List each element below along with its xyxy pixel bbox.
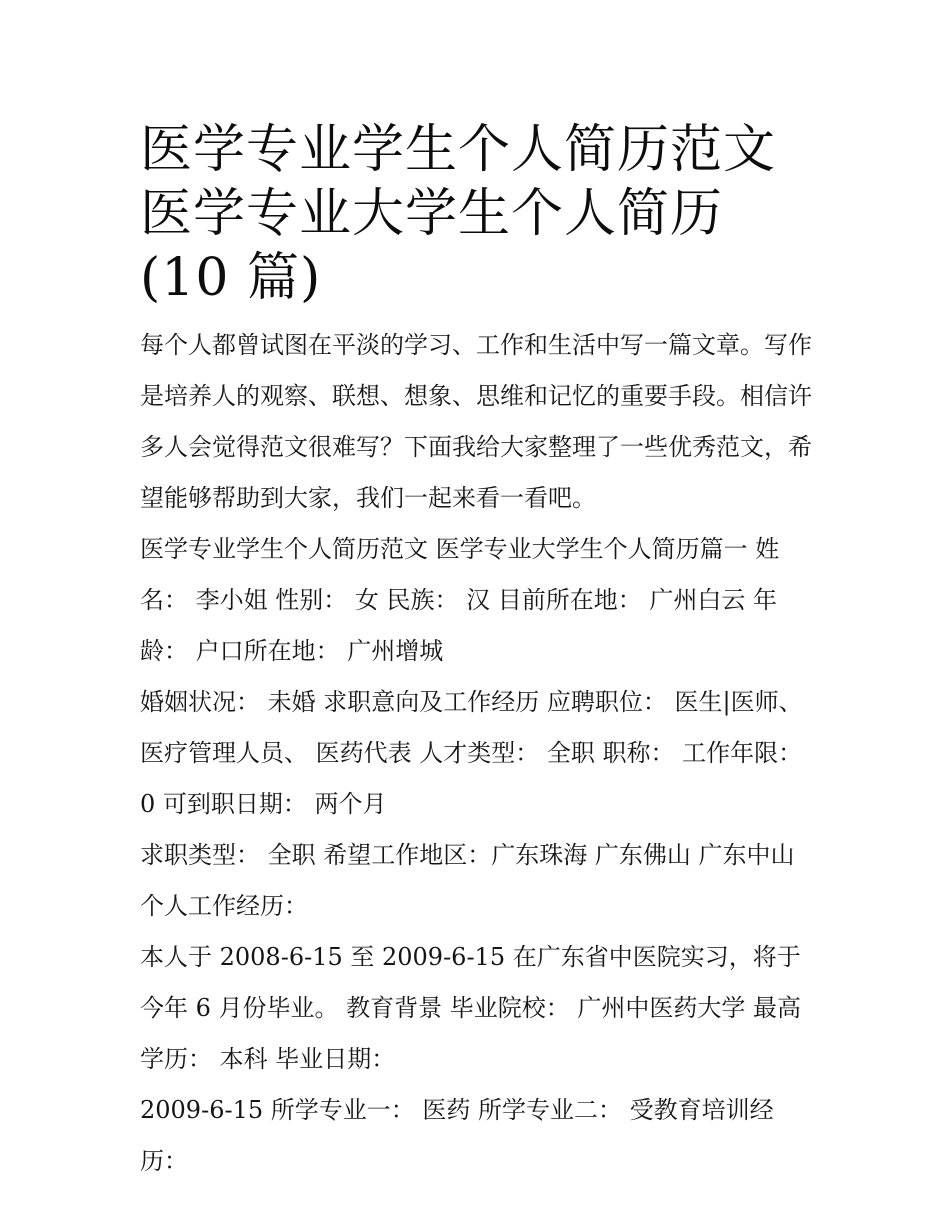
personal-info-paragraph: 医学专业学生个人简历范文 医学专业大学生个人简历篇一 姓名： 李小姐 性别： 女 民族： 汉 目前所在地： 广州白云 年龄： 户口所在地： 广州增城 [140,535,780,665]
job-type-paragraph: 求职类型： 全职 希望工作地区：广东珠海 广东佛山 广东中山 个人工作经历： [140,841,795,920]
job-intention-paragraph: 婚姻状况： 未婚 求职意向及工作经历 应聘职位： 医生|医师、 医疗管理人员、 医药代表 人才类型： 全职 职称： 工作年限： 0 可到职日期： 两个月 [140,688,803,818]
document-title: 医学专业学生个人简历范文 医学专业大学生个人简历(10 篇) [140,120,777,308]
intro-paragraph: 每个人都曾试图在平淡的学习、工作和生活中写一篇文章。写作是培养人的观察、联想、想象、思维和记忆的重要手段。相信许多人会觉得范文很难写？下面我给大家整理了一些优秀范文，希望能够帮助到大家，我们一起来看一看吧。 [140,331,812,512]
major-training-paragraph: 2009-6-15 所学专业一： 医药 所学专业二： 受教育培训经历： [140,1096,774,1175]
document-content [140,118,812,1187]
work-education-paragraph: 本人于 2008-6-15 至 2009-6-15 在广东省中医院实习，将于今年 6 月份毕业。 教育背景 毕业院校： 广州中医药大学 最高学历： 本科 毕业日期： [140,943,802,1073]
